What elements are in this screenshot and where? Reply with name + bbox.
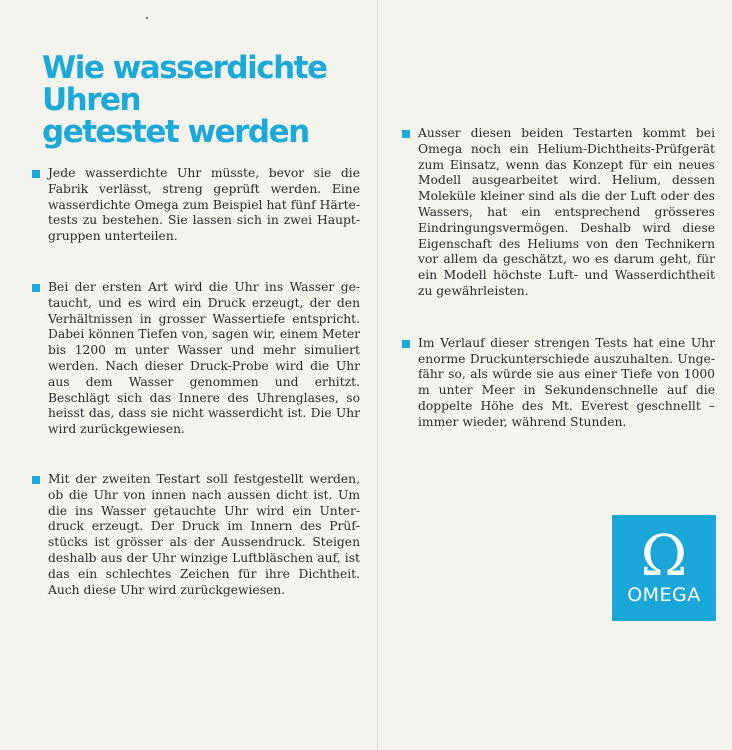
bullet-square-icon (32, 170, 40, 178)
paragraph-pressure-summary (400, 336, 715, 431)
title-line-2: getestet werden (42, 114, 309, 150)
paragraph-intro (30, 166, 360, 245)
right-panel (400, 126, 715, 431)
paragraph-text: Ausser diesen beiden Testarten kommt bei Omega noch ein Helium-Dichtheits-Prüfgerät zum Einsatz, wenn das Konzept für ein neues Modell ausgearbeitet wird. Helium, dessen Moleküle kleiner sind als die der Luft oder des Wassers, hat ein entsprechend grösseres Eindringungsvermögen. Deshalb wird diese Eigenschaft des Heliums von den Technikern vor allem da geschätzt, wo es darum geht, für ein Modell höchste Luft- und Wasserdichtheit zu gewährleisten. (418, 126, 715, 298)
page-fold (377, 0, 378, 750)
paragraph-first-test (30, 280, 360, 438)
left-panel (30, 52, 360, 598)
paragraph-helium-test (400, 126, 715, 300)
page-title (42, 52, 360, 148)
paragraph-text: Mit der zweiten Testart soll festgestellt werden, ob die Uhr von innen nach aussen dicht ist. Um die ins Wasser getauchte Uhr wird ein Unterdruck erzeugt. Der Druck im Innern des Prüfstücks ist grösser als der Aussendruck. Steigen deshalb aus der Uhr winzige Luftbläschen auf, ist das ein schlechtes Zeichen für ihre Dichtheit. Auch diese Uhr wird zurückgewiesen. (48, 471, 360, 597)
omega-wordmark: OMEGA (627, 584, 701, 606)
paper-speck (146, 17, 148, 19)
paragraph-second-test (30, 472, 360, 598)
paragraph-text: Jede wasserdichte Uhr müsste, bevor sie die Fabrik verlässt, streng geprüft werden. Eine wasserdichte Omega zum Beispiel hat fünf Härtetests zu bestehen. Sie lassen sich in zwei Hauptgruppen unterteilen. (48, 166, 360, 244)
paragraph-text: Im Verlauf dieser strengen Tests hat eine Uhr enorme Druckunterschiede auszuhalten. Ungefähr so, als würde sie aus einer Tiefe von 1000 m unter Meer in Sekundenschnelle auf die doppelte Höhe des Mt. Everest geschnellt – immer wieder, während Stunden. (418, 335, 715, 429)
title-line-1: Wie wasserdichte Uhren (42, 50, 327, 118)
omega-logo-graphic (612, 515, 716, 621)
omega-symbol-icon: Ω (640, 524, 688, 589)
bullet-square-icon (32, 476, 40, 484)
bullet-square-icon (402, 340, 410, 348)
bullet-square-icon (32, 284, 40, 292)
paragraph-text: Bei der ersten Art wird die Uhr ins Wasser getaucht, und es wird ein Druck erzeugt, der den Verhältnissen in grosser Wassertiefe entspricht. Dabei können Tiefen von, sagen wir, einem Meter bis 1200 m unter Wasser und mehr simuliert werden. Nach dieser Druck-Probe wird die Uhr aus dem Wasser genommen und erhitzt. Beschlägt sich das Innere des Uhrenglases, so heisst das, dass sie nicht wasserdicht ist. Die Uhr wird zurückgewiesen. (48, 279, 360, 437)
bullet-square-icon (402, 130, 410, 138)
omega-logo (612, 515, 716, 621)
